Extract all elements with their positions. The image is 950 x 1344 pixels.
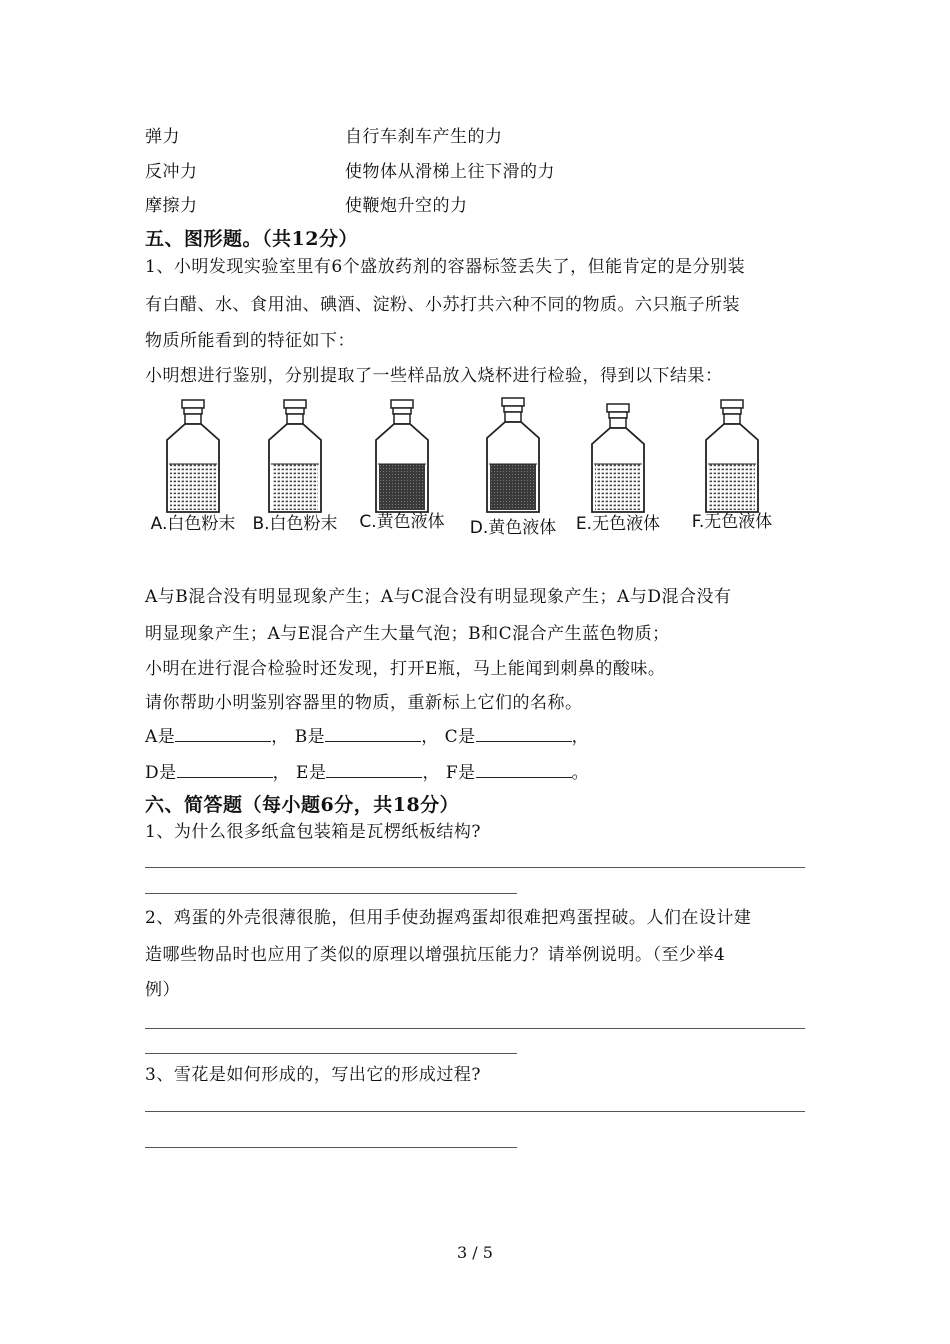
answer-a-blank[interactable]: [175, 727, 271, 742]
s5-result-line1: A与B混合没有明显现象产生；A与C混合没有明显现象产生；A与D混合没有: [145, 587, 732, 607]
answer-d-prefix: D是: [145, 763, 177, 783]
bottle-1: [151, 400, 236, 534]
answer-c-prefix: C是: [444, 727, 476, 747]
bottle-label-1: A.白色粉末: [150, 514, 236, 534]
bottles-figure: [145, 392, 805, 554]
answer-row-1: [145, 722, 589, 747]
answer-e-blank[interactable]: [326, 763, 422, 778]
bottle-label-2: B.白色粉末: [252, 514, 338, 534]
force-left-3: 摩擦力: [145, 196, 198, 216]
force-right-2: 使物体从滑梯上往下滑的力: [345, 162, 555, 182]
bottle-label-4: D.黄色液体: [469, 518, 557, 538]
answer-e-prefix: E是: [296, 763, 327, 783]
s6-q2-line2: 造哪些物品时也应用了类似的原理以增强抗压能力？请举例说明。（至少举4: [145, 945, 726, 965]
s5-result-line2: 明显现象产生；A与E混合产生大量气泡；B和C混合产生蓝色物质；: [145, 624, 670, 644]
answer-c-blank[interactable]: [476, 727, 572, 742]
answer-b-blank[interactable]: [325, 727, 421, 742]
answer-f-suffix: 。: [571, 763, 590, 783]
s6-q2-answer-line-2[interactable]: [145, 1053, 517, 1054]
answer-c-suffix: ，: [571, 727, 590, 747]
answer-a-prefix: A是: [145, 727, 176, 747]
s6-q1: 1、为什么很多纸盒包装箱是瓦楞纸板结构?: [145, 822, 481, 842]
bottle-6: [692, 400, 772, 532]
answer-f-blank[interactable]: [476, 763, 572, 778]
bottle-label-6: F.无色液体: [691, 512, 773, 532]
force-left-1: 弹力: [145, 127, 180, 147]
s6-q2-line3: 例）: [145, 980, 180, 1000]
answer-b-suffix: ，: [421, 727, 439, 747]
force-right-3: 使鞭炮升空的力: [345, 196, 468, 216]
s5-result-line4: 请你帮助小明鉴别容器里的物质，重新标上它们的名称。: [145, 693, 583, 713]
page-number: 3 / 5: [457, 1243, 493, 1262]
bottle-4: [470, 398, 557, 538]
force-right-1: 自行车刹车产生的力: [345, 127, 503, 147]
bottle-2: [252, 400, 337, 534]
s6-q3-answer-line-2[interactable]: [145, 1147, 517, 1148]
bottle-label-3: C.黄色液体: [359, 512, 445, 532]
s6-q2-line1: 2、鸡蛋的外壳很薄很脆，但用手使劲握鸡蛋却很难把鸡蛋捏破。人们在设计建: [145, 908, 752, 928]
s6-q1-answer-line-2[interactable]: [145, 893, 517, 894]
bottles-svg: [145, 392, 805, 550]
answer-f-prefix: F是: [445, 763, 476, 783]
answer-b-prefix: B是: [294, 727, 326, 747]
s6-q3-answer-line-1[interactable]: [145, 1111, 805, 1112]
bottle-label-5: E.无色液体: [575, 514, 661, 534]
answer-d-blank[interactable]: [177, 763, 273, 778]
s6-q2-answer-line-1[interactable]: [145, 1028, 805, 1029]
s6-q3: 3、雪花是如何形成的，写出它的形成过程?: [145, 1065, 481, 1085]
section6-heading: 六、简答题（每小题6分，共18分）: [145, 794, 460, 816]
s5-q1-line1: 1、小明发现实验室里有6个盛放药剂的容器标签丢失了，但能肯定的是分别装: [145, 257, 746, 277]
answer-e-suffix: ，: [422, 763, 440, 783]
force-left-2: 反冲力: [145, 162, 198, 182]
s5-q1-line4: 小明想进行鉴别，分别提取了一些样品放入烧杯进行检验，得到以下结果：: [145, 366, 723, 386]
s5-result-line3: 小明在进行混合检验时还发现，打开E瓶，马上能闻到刺鼻的酸味。: [145, 659, 666, 679]
s6-q1-answer-line-1[interactable]: [145, 867, 805, 868]
answer-a-suffix: ，: [271, 727, 289, 747]
bottle-5: [576, 404, 660, 534]
s5-q1-line3: 物质所能看到的特征如下：: [145, 331, 355, 351]
bottle-3: [359, 400, 444, 532]
section5-heading: 五、图形题。（共12分）: [145, 228, 358, 250]
s5-q1-line2: 有白醋、水、食用油、碘酒、淀粉、小苏打共六种不同的物质。六只瓶子所装: [145, 295, 740, 315]
answer-row-2: [145, 758, 589, 783]
answer-d-suffix: ，: [272, 763, 291, 783]
